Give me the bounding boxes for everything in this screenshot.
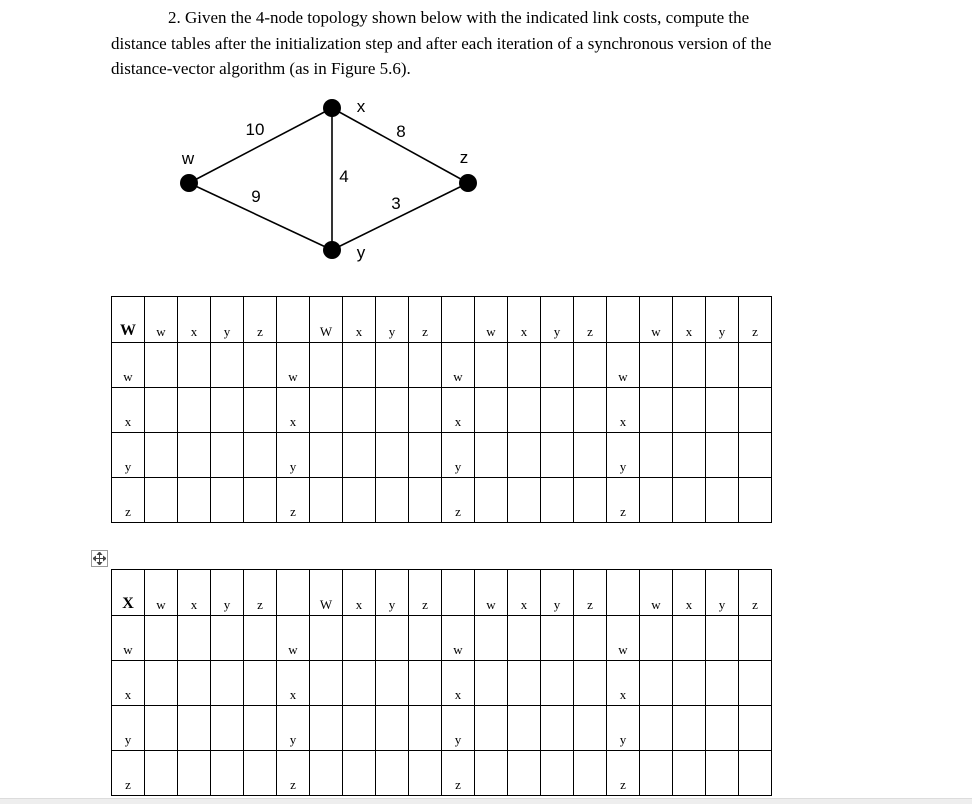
cost-cell[interactable] xyxy=(211,616,244,661)
cost-cell[interactable] xyxy=(640,751,673,796)
cost-y-z: 3 xyxy=(391,194,401,213)
cost-cell[interactable] xyxy=(640,616,673,661)
cost-cell[interactable] xyxy=(145,751,178,796)
cost-cell[interactable] xyxy=(739,661,772,706)
cost-cell[interactable] xyxy=(211,478,244,523)
cost-cell[interactable] xyxy=(145,616,178,661)
cost-cell[interactable] xyxy=(640,343,673,388)
cost-cell[interactable] xyxy=(475,388,508,433)
dest-header: x xyxy=(673,570,706,616)
cost-cell[interactable] xyxy=(574,706,607,751)
cost-cell[interactable] xyxy=(739,478,772,523)
row-label: y xyxy=(277,706,310,751)
cost-cell[interactable] xyxy=(541,388,574,433)
cost-cell[interactable] xyxy=(706,706,739,751)
cost-cell[interactable] xyxy=(508,343,541,388)
cost-cell[interactable] xyxy=(640,478,673,523)
spacer-cell xyxy=(607,297,640,343)
cost-cell[interactable] xyxy=(673,343,706,388)
question-line-3: distance-vector algorithm (as in Figure 5.6). xyxy=(111,59,411,78)
table-header-row xyxy=(112,570,772,616)
cost-cell[interactable] xyxy=(376,751,409,796)
dest-header: w xyxy=(145,297,178,343)
cost-cell[interactable] xyxy=(343,751,376,796)
cost-cell[interactable] xyxy=(244,661,277,706)
row-label: z xyxy=(112,751,145,796)
cost-cell[interactable] xyxy=(244,478,277,523)
dest-header: w xyxy=(145,570,178,616)
cost-cell[interactable] xyxy=(244,388,277,433)
row-label: x xyxy=(277,388,310,433)
cost-cell[interactable] xyxy=(739,388,772,433)
cost-cell[interactable] xyxy=(310,751,343,796)
dest-header: x xyxy=(178,297,211,343)
cost-cell[interactable] xyxy=(376,343,409,388)
cost-cell[interactable] xyxy=(145,661,178,706)
cost-cell[interactable] xyxy=(706,433,739,478)
row-label: w xyxy=(112,616,145,661)
spacer-cell xyxy=(442,570,475,616)
row-label: z xyxy=(277,478,310,523)
row-label: w xyxy=(607,343,640,388)
cost-cell[interactable] xyxy=(673,388,706,433)
topology-diagram xyxy=(0,0,972,290)
cost-cell[interactable] xyxy=(508,388,541,433)
cost-cell[interactable] xyxy=(178,433,211,478)
row-label: z xyxy=(112,478,145,523)
cost-cell[interactable] xyxy=(145,433,178,478)
cost-cell[interactable] xyxy=(475,661,508,706)
cost-cell[interactable] xyxy=(706,388,739,433)
row-label: w xyxy=(442,616,475,661)
table-node-label: X xyxy=(112,570,145,616)
cost-cell[interactable] xyxy=(409,706,442,751)
cost-cell[interactable] xyxy=(343,616,376,661)
dest-header: y xyxy=(541,570,574,616)
row-label: y xyxy=(607,706,640,751)
row-label: y xyxy=(442,706,475,751)
cost-w-y: 9 xyxy=(251,187,261,206)
page-bottom-edge xyxy=(0,798,972,804)
dest-header: z xyxy=(409,297,442,343)
row-label: w xyxy=(277,616,310,661)
cost-cell[interactable] xyxy=(211,751,244,796)
row-label: x xyxy=(112,661,145,706)
cost-cell[interactable] xyxy=(541,661,574,706)
cost-cell[interactable] xyxy=(739,433,772,478)
cost-cell[interactable] xyxy=(211,433,244,478)
label-x: x xyxy=(356,97,366,116)
cost-cell[interactable] xyxy=(409,661,442,706)
cost-cell[interactable] xyxy=(409,616,442,661)
cost-cell[interactable] xyxy=(343,388,376,433)
row-label: y xyxy=(442,433,475,478)
cost-cell[interactable] xyxy=(178,706,211,751)
cost-cell[interactable] xyxy=(178,343,211,388)
cost-cell[interactable] xyxy=(475,706,508,751)
cost-cell[interactable] xyxy=(244,706,277,751)
cost-cell[interactable] xyxy=(673,478,706,523)
cost-cell[interactable] xyxy=(145,343,178,388)
cost-cell[interactable] xyxy=(574,751,607,796)
cost-cell[interactable] xyxy=(310,478,343,523)
dest-header: z xyxy=(244,297,277,343)
cost-cell[interactable] xyxy=(211,706,244,751)
table-node-label: W xyxy=(112,297,145,343)
cost-cell[interactable] xyxy=(475,433,508,478)
row-label: y xyxy=(112,433,145,478)
move-arrows-icon xyxy=(93,552,106,565)
cost-cell[interactable] xyxy=(376,478,409,523)
cost-cell[interactable] xyxy=(574,433,607,478)
link-x-z xyxy=(332,108,468,183)
cost-cell[interactable] xyxy=(706,616,739,661)
distance-table-x xyxy=(111,569,772,796)
row-label: y xyxy=(277,433,310,478)
question-line-1: 2. Given the 4-node topology shown below with the indicated link costs, compute the xyxy=(168,8,750,27)
dest-header: y xyxy=(211,570,244,616)
cost-cell[interactable] xyxy=(343,661,376,706)
dest-header: x xyxy=(673,297,706,343)
cost-cell[interactable] xyxy=(310,343,343,388)
cost-cell[interactable] xyxy=(244,616,277,661)
cost-cell[interactable] xyxy=(343,343,376,388)
cost-cell[interactable] xyxy=(475,751,508,796)
dest-header: z xyxy=(739,297,772,343)
cost-cell[interactable] xyxy=(673,661,706,706)
cost-cell[interactable] xyxy=(673,616,706,661)
dest-header: w xyxy=(475,297,508,343)
cost-cell[interactable] xyxy=(244,751,277,796)
row-label: x xyxy=(112,388,145,433)
table-row xyxy=(112,343,772,388)
cost-cell[interactable] xyxy=(310,388,343,433)
dest-header: y xyxy=(541,297,574,343)
cost-cell[interactable] xyxy=(310,616,343,661)
dest-header: x xyxy=(508,297,541,343)
table-move-handle[interactable] xyxy=(91,550,108,567)
node-z xyxy=(459,174,477,192)
dest-header: x xyxy=(343,570,376,616)
cost-cell[interactable] xyxy=(574,343,607,388)
cost-cell[interactable] xyxy=(574,388,607,433)
distance-table-w xyxy=(111,296,772,523)
row-label: x xyxy=(607,388,640,433)
dest-header: w xyxy=(475,570,508,616)
dest-header: z xyxy=(409,570,442,616)
cost-cell[interactable] xyxy=(145,706,178,751)
cost-cell[interactable] xyxy=(541,478,574,523)
dest-header: z xyxy=(244,570,277,616)
question-line-2: distance tables after the initialization step and after each iteration of a synchronous version of the xyxy=(111,33,772,53)
dest-header: y xyxy=(376,570,409,616)
cost-cell[interactable] xyxy=(409,388,442,433)
dest-header: x xyxy=(343,297,376,343)
cost-cell[interactable] xyxy=(244,343,277,388)
spacer-cell xyxy=(442,297,475,343)
row-label: w xyxy=(277,343,310,388)
cost-cell[interactable] xyxy=(640,433,673,478)
cost-cell[interactable] xyxy=(541,706,574,751)
cost-x-y: 4 xyxy=(339,167,349,186)
cost-cell[interactable] xyxy=(211,661,244,706)
cost-cell[interactable] xyxy=(706,478,739,523)
cost-cell[interactable] xyxy=(376,661,409,706)
table-row xyxy=(112,478,772,523)
node-y xyxy=(323,241,341,259)
label-y: y xyxy=(356,243,366,262)
cost-cell[interactable] xyxy=(178,388,211,433)
row-label: y xyxy=(607,433,640,478)
cost-cell[interactable] xyxy=(640,388,673,433)
row-label: z xyxy=(607,751,640,796)
cost-cell[interactable] xyxy=(310,661,343,706)
cost-cell[interactable] xyxy=(673,706,706,751)
cost-cell[interactable] xyxy=(343,706,376,751)
cost-cell[interactable] xyxy=(343,478,376,523)
row-label: w xyxy=(112,343,145,388)
table-header-row xyxy=(112,297,772,343)
cost-cell[interactable] xyxy=(706,751,739,796)
cost-cell[interactable] xyxy=(541,343,574,388)
cost-cell[interactable] xyxy=(706,343,739,388)
spacer-cell xyxy=(607,570,640,616)
cost-cell[interactable] xyxy=(409,478,442,523)
cost-cell[interactable] xyxy=(739,343,772,388)
cost-cell[interactable] xyxy=(211,343,244,388)
cost-cell[interactable] xyxy=(376,616,409,661)
table-row xyxy=(112,661,772,706)
spacer-cell xyxy=(277,297,310,343)
table-row xyxy=(112,751,772,796)
cost-cell[interactable] xyxy=(343,433,376,478)
cost-cell[interactable] xyxy=(739,706,772,751)
cost-cell[interactable] xyxy=(541,751,574,796)
cost-cell[interactable] xyxy=(310,706,343,751)
label-z: z xyxy=(459,148,469,167)
dest-header: x xyxy=(508,570,541,616)
row-label: z xyxy=(442,478,475,523)
dest-header: x xyxy=(178,570,211,616)
cost-cell[interactable] xyxy=(211,388,244,433)
cost-cell[interactable] xyxy=(244,433,277,478)
dest-header: w xyxy=(640,297,673,343)
dest-header: y xyxy=(706,570,739,616)
row-label: z xyxy=(607,478,640,523)
cost-cell[interactable] xyxy=(376,433,409,478)
cost-cell[interactable] xyxy=(673,433,706,478)
node-w xyxy=(180,174,198,192)
cost-cell[interactable] xyxy=(508,706,541,751)
cost-cell[interactable] xyxy=(310,433,343,478)
dest-header: z xyxy=(739,570,772,616)
dest-header: W xyxy=(310,570,343,616)
cost-cell[interactable] xyxy=(541,433,574,478)
row-label: y xyxy=(112,706,145,751)
cost-cell[interactable] xyxy=(574,478,607,523)
cost-cell[interactable] xyxy=(475,343,508,388)
row-label: z xyxy=(277,751,310,796)
dest-header: y xyxy=(376,297,409,343)
table-row xyxy=(112,433,772,478)
row-label: z xyxy=(442,751,475,796)
cost-cell[interactable] xyxy=(178,661,211,706)
cost-cell[interactable] xyxy=(178,478,211,523)
row-label: x xyxy=(442,661,475,706)
cost-cell[interactable] xyxy=(475,616,508,661)
cost-cell[interactable] xyxy=(508,661,541,706)
cost-cell[interactable] xyxy=(508,751,541,796)
cost-cell[interactable] xyxy=(640,661,673,706)
cost-cell[interactable] xyxy=(508,478,541,523)
dest-header: y xyxy=(706,297,739,343)
cost-cell[interactable] xyxy=(178,616,211,661)
cost-cell[interactable] xyxy=(673,751,706,796)
cost-cell[interactable] xyxy=(508,616,541,661)
node-x xyxy=(323,99,341,117)
cost-cell[interactable] xyxy=(739,751,772,796)
dest-header: w xyxy=(640,570,673,616)
row-label: x xyxy=(607,661,640,706)
table-row xyxy=(112,706,772,751)
cost-cell[interactable] xyxy=(706,661,739,706)
cost-cell[interactable] xyxy=(739,616,772,661)
row-label: w xyxy=(442,343,475,388)
cost-cell[interactable] xyxy=(475,478,508,523)
spacer-cell xyxy=(277,570,310,616)
cost-cell[interactable] xyxy=(574,616,607,661)
dest-header: y xyxy=(211,297,244,343)
cost-cell[interactable] xyxy=(640,706,673,751)
dest-header: W xyxy=(310,297,343,343)
dest-header: z xyxy=(574,570,607,616)
cost-cell[interactable] xyxy=(508,433,541,478)
table-row xyxy=(112,616,772,661)
cost-cell[interactable] xyxy=(376,388,409,433)
cost-cell[interactable] xyxy=(376,706,409,751)
cost-cell[interactable] xyxy=(541,616,574,661)
cost-cell[interactable] xyxy=(178,751,211,796)
row-label: w xyxy=(607,616,640,661)
cost-cell[interactable] xyxy=(409,433,442,478)
table-row xyxy=(112,388,772,433)
cost-cell[interactable] xyxy=(409,751,442,796)
dest-header: z xyxy=(574,297,607,343)
cost-x-z: 8 xyxy=(396,122,406,141)
row-label: x xyxy=(277,661,310,706)
cost-cell[interactable] xyxy=(145,478,178,523)
cost-cell[interactable] xyxy=(574,661,607,706)
label-w: w xyxy=(181,149,195,168)
cost-cell[interactable] xyxy=(409,343,442,388)
cost-cell[interactable] xyxy=(145,388,178,433)
row-label: x xyxy=(442,388,475,433)
cost-w-x: 10 xyxy=(245,120,265,139)
